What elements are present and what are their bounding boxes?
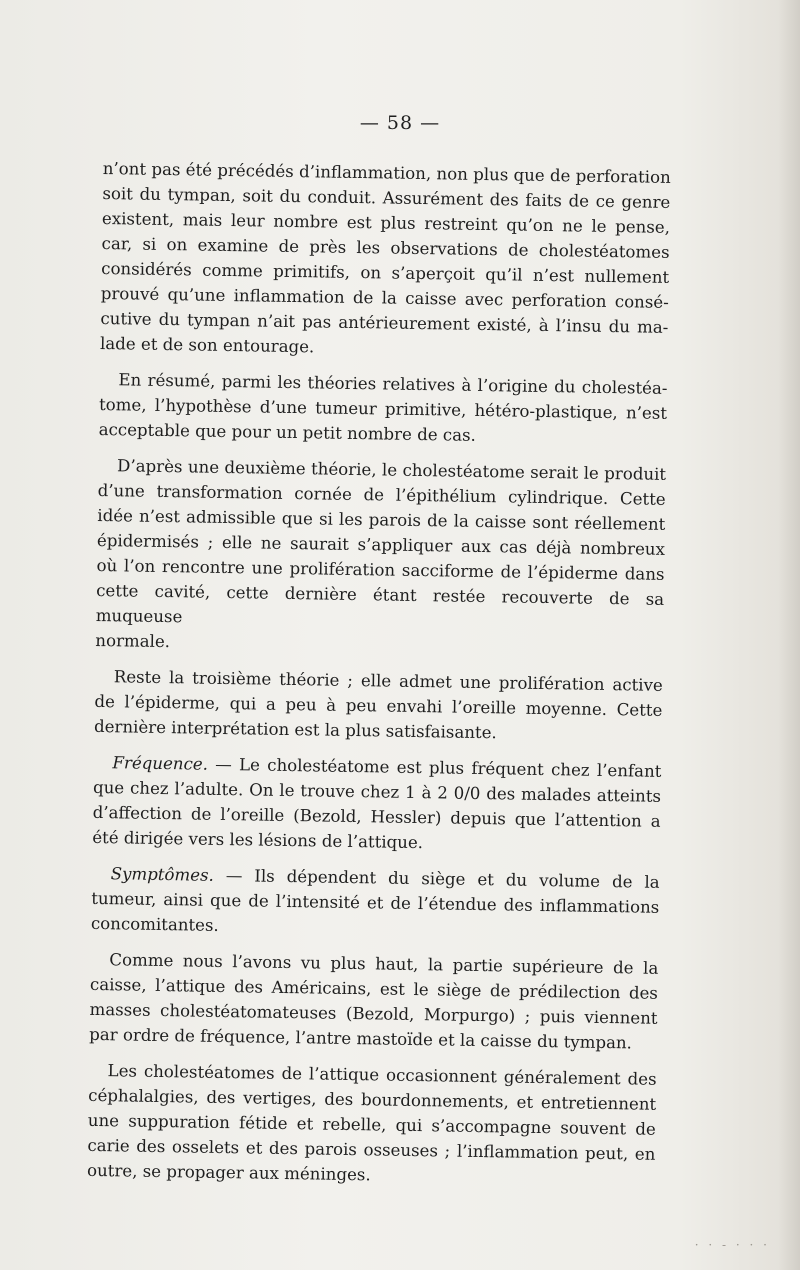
line-text: céphalalgies, des vertiges, des bourdonnements, et entretiennent: [88, 1085, 657, 1114]
line-text: acceptable que pour un petit nombre de cas.: [98, 419, 476, 445]
text-line: [96, 578, 665, 637]
line-text: une suppuration fétide et rebelle, qui s’accompagne souvent de: [87, 1110, 656, 1139]
line-text: concomitantes.: [90, 913, 219, 935]
line-text: existent, mais leur nombre est plus restreint qu’on ne le pense,: [101, 208, 671, 237]
line-text: Les cholestéatomes de l’attique occasionnent généralement des: [107, 1061, 657, 1089]
line-text: masses cholestéatomateuses (Bezold, Morpurgo) ; puis viennent: [89, 999, 658, 1028]
paragraph: [100, 156, 671, 365]
line-text: En résumé, parmi les théories relatives à l’origine du cholestéa-: [118, 370, 668, 398]
line-text: de l’épiderme, qui a peu à peu envahi l’oreille moyenne. Cette: [94, 691, 663, 720]
paragraph: [91, 861, 660, 945]
line-text: tome, l’hypothèse d’une tumeur primitive, hétéro-plastique, n’est: [98, 394, 668, 423]
line-text: tumeur, ainsi que de l’intensité et de l’étendue des inflammations: [91, 888, 660, 917]
line-text: prouvé qu’une inflammation de la caisse avec perforation consé-: [100, 283, 669, 312]
line-text: par ordre de fréquence, l’antre mastoïde et la caisse du tympan.: [89, 1024, 633, 1053]
line-text: épidermisés ; elle ne saurait s’appliquer aux cas déjà nombreux: [96, 530, 666, 559]
line-text: considérés comme primitifs, on s’aperçoit qu’il n’est nullement: [101, 258, 670, 287]
line-text: normale.: [95, 630, 171, 652]
line-text: cutive du tympan n’ait pas antérieurement existé, à l’insu du ma-: [100, 308, 669, 337]
paragraph: [89, 947, 659, 1056]
line-text: — Le cholestéatome est plus fréquent chez l’enfant: [207, 754, 662, 781]
line-text: que chez l’adulte. On le trouve chez 1 à 2 0/0 des malades atteints: [92, 777, 662, 806]
body-text: [87, 156, 671, 1203]
line-text: D’après une deuxième théorie, le cholestéatome serait le produit: [116, 456, 667, 484]
line-text: été dirigée vers les lésions de l’attique.: [92, 827, 424, 853]
line-text: soit du tympan, soit du conduit. Assurément des faits de ce genre: [102, 183, 671, 212]
line-text: dernière interprétation est la plus satisfaisante.: [93, 716, 497, 743]
line-text: caisse, l’attique des Américains, est le siège de prédilection des: [89, 974, 659, 1003]
page-number: — 58 —: [359, 112, 441, 134]
line-text: cette cavité, cette dernière étant restée recouverte de sa muqueuse: [95, 580, 665, 627]
section-lead: Symptômes.: [110, 864, 214, 885]
paragraph: [94, 664, 663, 748]
line-text: lade et de son entourage.: [99, 333, 315, 357]
paragraph: [95, 453, 666, 662]
paragraph: [87, 1058, 657, 1192]
line-text: — Ils dépendent du siège et du volume de la: [213, 865, 660, 892]
page-edge-shadow: [778, 0, 800, 1270]
section-lead: Fréquence.: [112, 753, 209, 774]
line-text: idée n’est admissible que si les parois de la caisse sont réellement: [97, 505, 666, 534]
line-text: où l’on rencontre une prolifération sacciforme de l’épiderme dans: [96, 555, 665, 584]
bleed-through-marks: · · - · · ·: [694, 1238, 770, 1252]
line-text: d’affection de l’oreille (Bezold, Hessler) depuis que l’attention a: [92, 802, 661, 831]
line-text: car, si on examine de près les observations de cholestéatomes: [101, 233, 670, 262]
line-text: n’ont pas été précédés d’inflammation, non plus que de perforation: [102, 158, 671, 187]
line-text: Comme nous l’avons vu plus haut, la partie supérieure de la: [109, 950, 659, 978]
paragraph: [92, 750, 662, 859]
line-text: outre, se propager aux méninges.: [86, 1160, 371, 1185]
paragraph: [99, 367, 668, 451]
line-text: d’une transformation cornée de l’épithélium cylindrique. Cette: [97, 480, 666, 509]
line-text: Reste la troisième théorie ; elle admet une prolifération active: [113, 667, 663, 695]
line-text: carie des osselets et des parois osseuses ; l’inflammation peut, en: [87, 1135, 656, 1164]
